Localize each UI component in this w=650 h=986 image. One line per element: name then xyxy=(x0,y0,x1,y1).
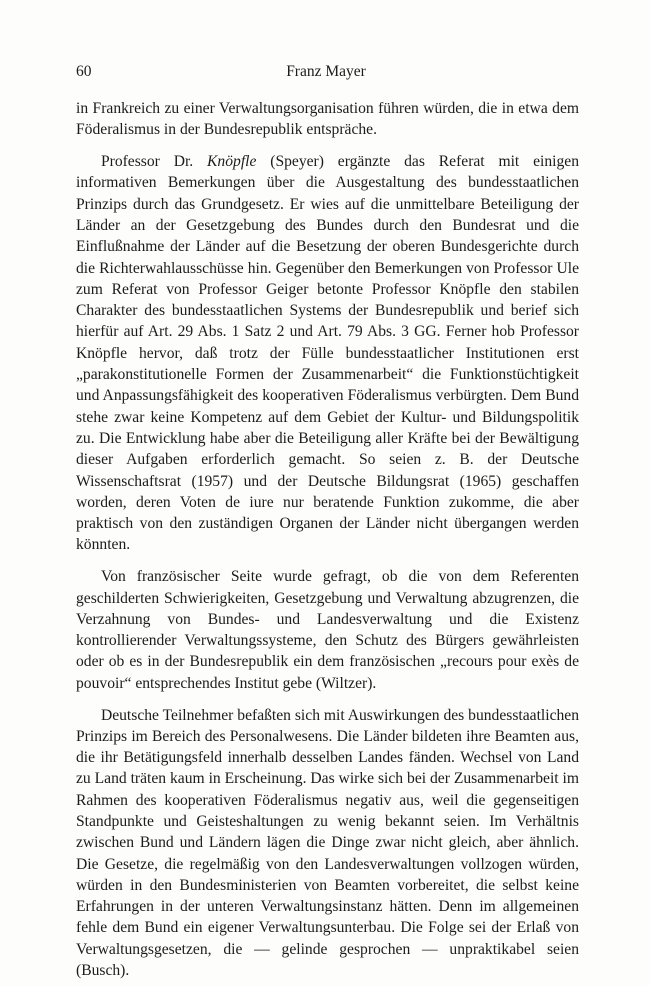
running-head: Franz Mayer xyxy=(286,63,366,80)
page-number: 60 xyxy=(76,63,92,80)
page-header xyxy=(76,63,576,85)
body-text xyxy=(76,98,579,981)
paragraph-continuation: in Frankreich zu einer Verwaltungsorganisation führen würden, die in etwa dem Föderalismus in der Bundesrepublik entspräche. xyxy=(76,100,579,139)
paragraph-knoepfle xyxy=(76,151,579,556)
paragraph-text: (Speyer) ergänzte das Referat mit einigen informativen Bemerkungen über die Ausgestaltung des bundesstaatlichen Prinzips durch das Grundgesetz. Er wies auf die unmittelbare Beteiligung der Länder an der Gesetzgebung des Bundes durch den Bundesrat und die Einflußnahme der Länder auf die Besetzung der oberen Bundesgerichte durch die Richterwahlausschüsse hin. Gegenüber den Bemerkungen von Professor Ule zum Referat von Professor Geiger betonte Professor Knöpfle den stabilen Charakter des bundesstaatlichen Systems der Bundesrepublik und berief sich hierfür auf Art. 29 Abs. 1 Satz 2 und Art. 79 Abs. 3 GG. Ferner hob Professor Knöpfle hervor, daß trotz der Fülle bundesstaatlicher Institutionen erst „parakonstitutionelle Formen der Zusammenarbeit“ die Funktionstüchtigkeit und Anpassungsfähigkeit des kooperativen Föderalismus verbürgten. Dem Bund stehe zwar keine Kompetenz auf dem Gebiet der Kultur- und Bildungspolitik zu. Die Entwicklung habe aber die Beteiligung aller Kräfte bei der Bewältigung dieser Aufgaben erforderlich gemacht. So seien z. B. der Deutsche Wissenschaftsrat (1957) und der Deutsche Bildungsrat (1965) geschaffen worden, deren Voten de iure nur beratende Funktion zukomme, die aber praktisch von den zuständigen Organen der Länder nicht übergangen werden könnten. xyxy=(76,153,579,554)
paragraph-personnel: Deutsche Teilnehmer befaßten sich mit Auswirkungen des bundesstaatlichen Prinzips im Bereich des Personalwesens. Die Länder bildeten ihre Beamten aus, die ihr Betätigungsfeld innerhalb desselben Landes fänden. Wechsel von Land zu Land träten kaum in Erscheinung. Das wirke sich bei der Zusammenarbeit im Rahmen des kooperativen Föderalismus negativ aus, weil die gegenseitigen Standpunkte und Geisteshaltungen zu wenig bekannt seien. Im Verhältnis zwischen Bund und Ländern lägen die Dinge zwar nicht gleich, aber ähnlich. Die Gesetze, die regelmäßig von den Landesverwaltungen vollzogen würden, würden in den Bundesministerien von Beamten vorbereitet, die selbst keine Erfahrungen in der unteren Verwaltungsinstanz hätten. Denn im allgemeinen fehle dem Bund ein eigener Verwaltungsunterbau. Die Folge sei der Erlaß von Verwaltungsgesetzen, die — gelinde gesprochen — unpraktikabel seien (Busch). xyxy=(76,706,579,980)
paragraph-text: Professor Dr. xyxy=(100,153,208,171)
paragraph-french-question: Von französischer Seite wurde gefragt, ob die von dem Referenten geschilderten Schwierigkeiten, Gesetzgebung und Verwaltung abzugrenzen, die Verzahnung von Bundes- und Landesverwaltung und die Existenz kontrollierender Verwaltungssysteme, den Schutz des Bürgers gewährleisten oder ob es in der Bundesrepublik ein dem französischen „recours pour exès de pouvoir“ entsprechendes Institut gebe (Wiltzer). xyxy=(76,568,579,692)
speaker-name: Knöpfle xyxy=(207,153,257,171)
